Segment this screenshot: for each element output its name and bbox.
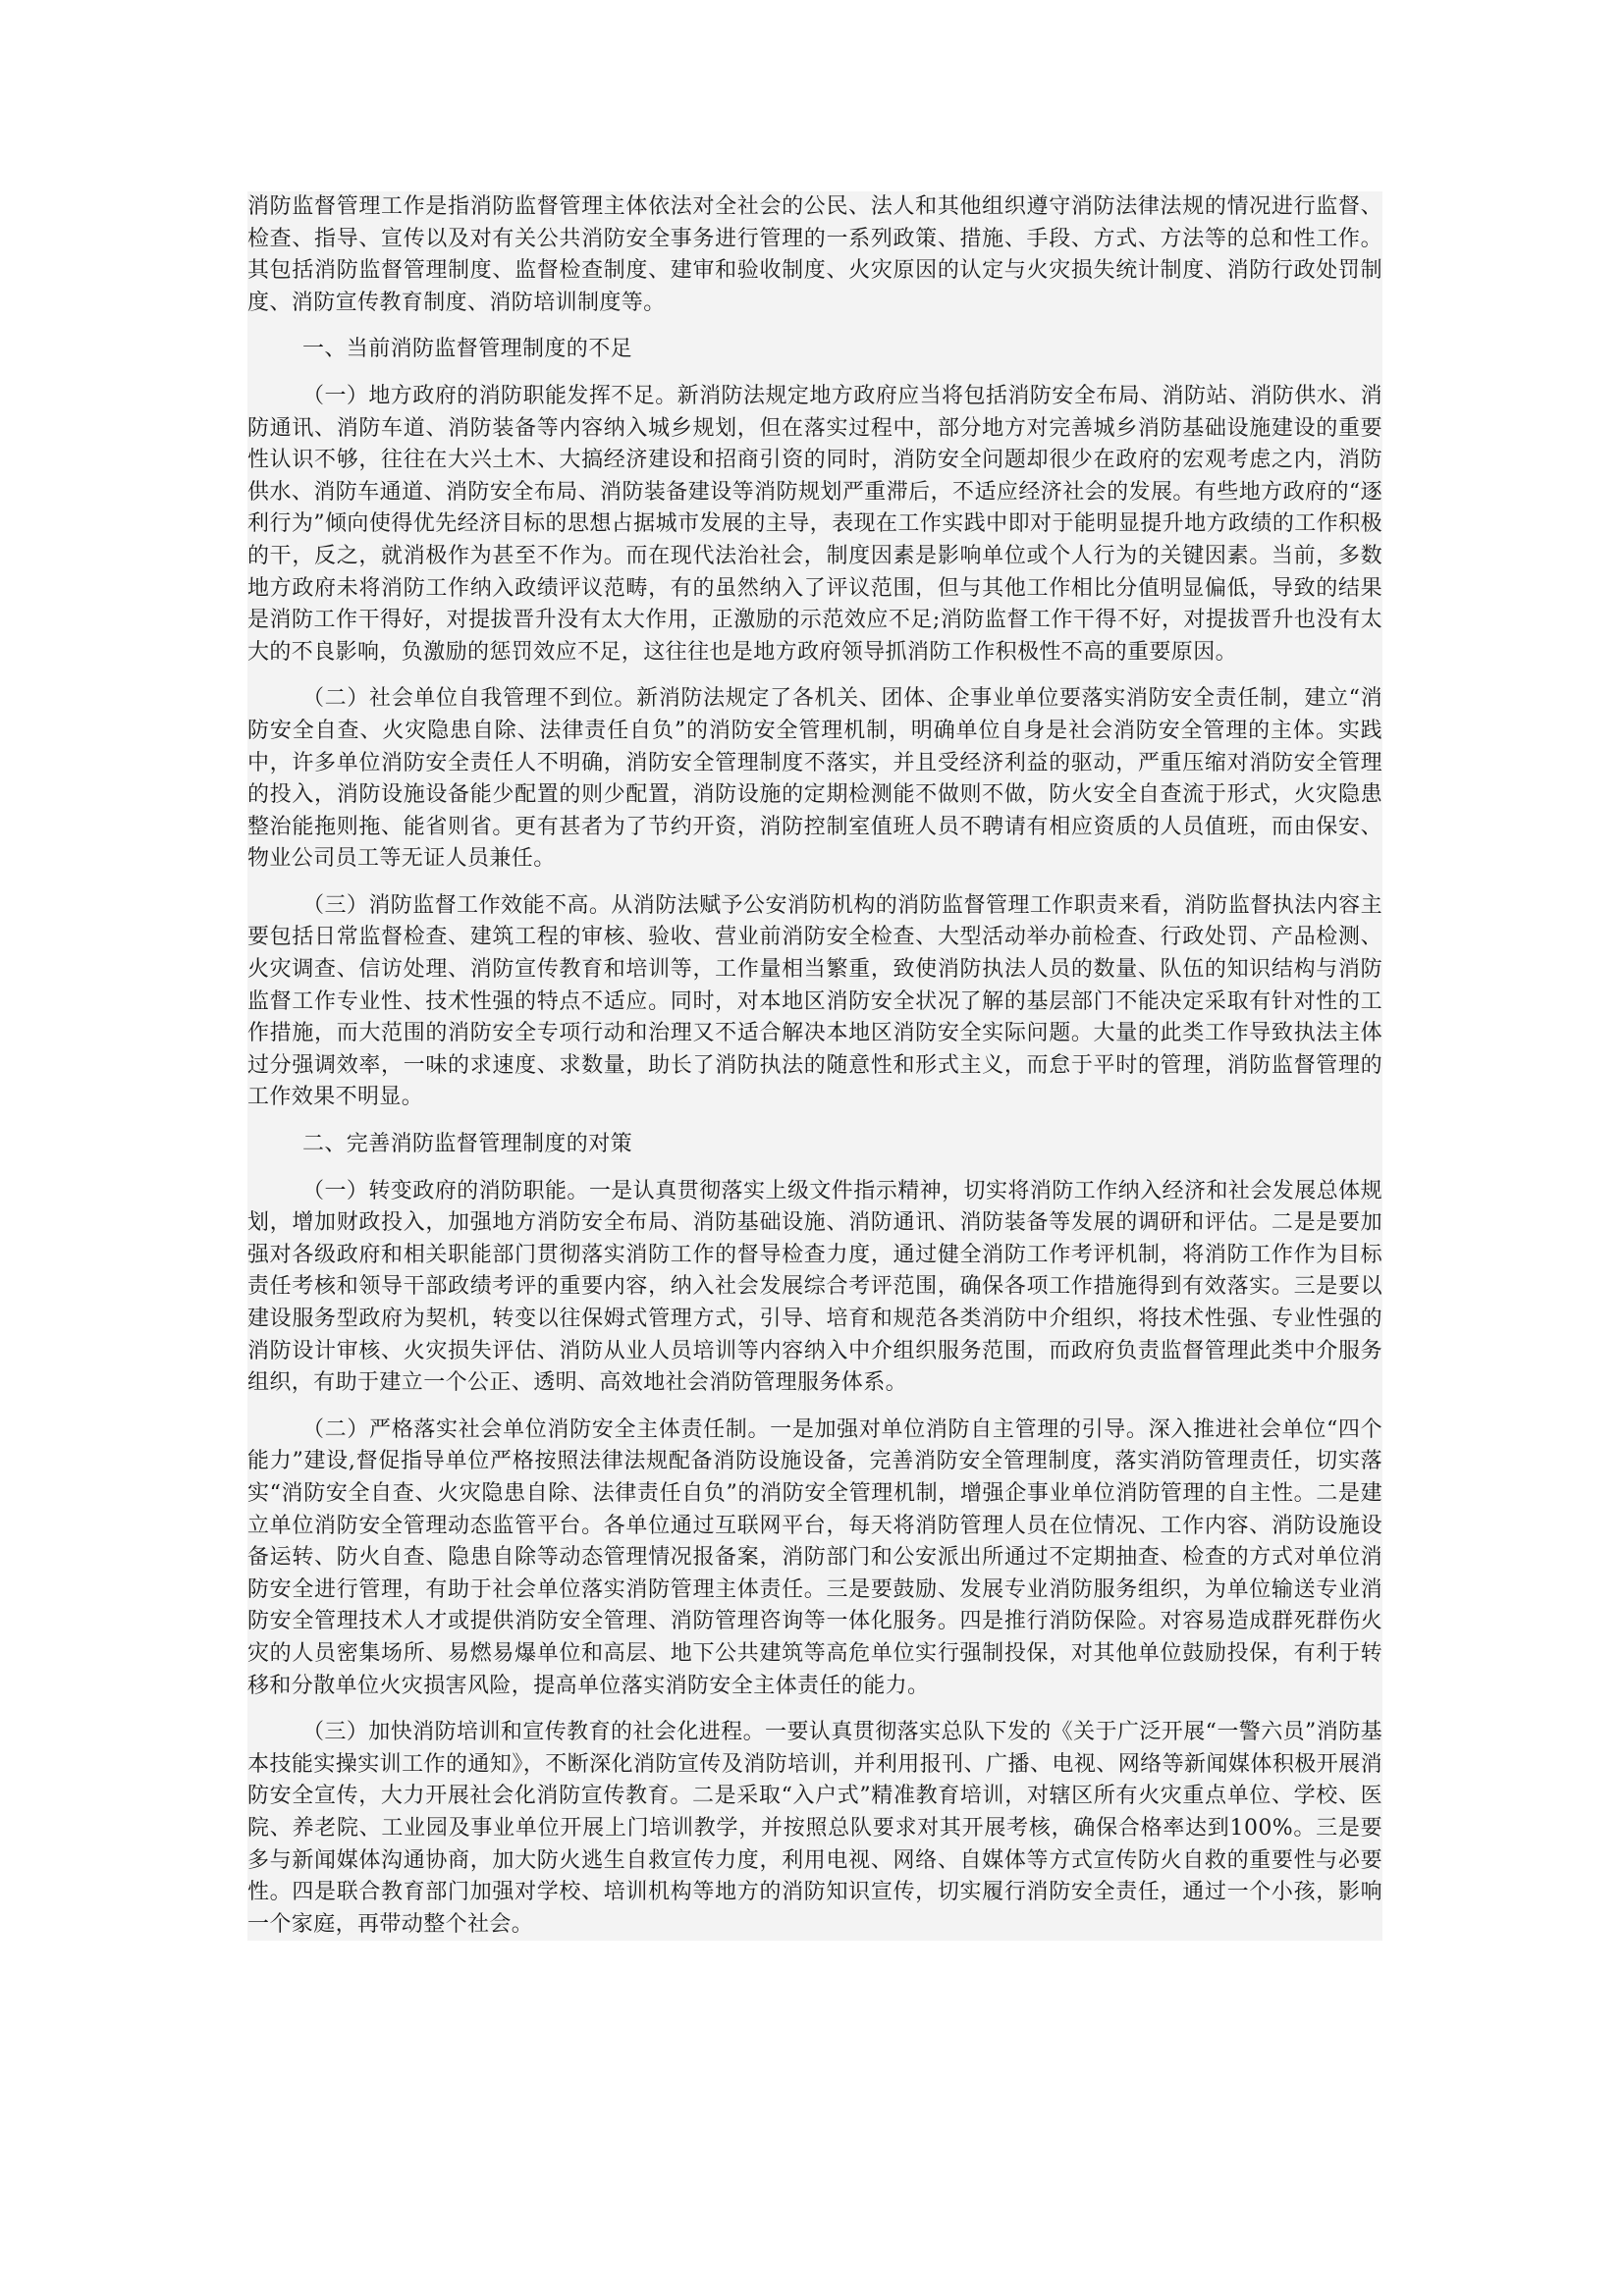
- paragraph-transform-government: （一）转变政府的消防职能。一是认真贯彻落实上级文件指示精神，切实将消防工作纳入经济和社会发展总体规划，增加财政投入，加强地方消防安全布局、消防基础设施、消防通讯、消防装备等发展的调研和评估。二是是要加强对各级政府和相关职能部门贯彻落实消防工作的督导检查力度，通过健全消防工作考评机制，将消防工作作为目标责任考核和领导干部政绩考评的重要内容，纳入社会发展综合考评范围，确保各项工作措施得到有效落实。三是要以建设服务型政府为契机，转变以往保姆式管理方式，引导、培育和规范各类消防中介组织，将技术性强、专业性强的消防设计审核、火灾损失评估、消防从业人员培训等内容纳入中介组织服务范围，而政府负责监督管理此类中介服务组织，有助于建立一个公正、透明、高效地社会消防管理服务体系。: [247, 1178, 1382, 1396]
- intro-paragraph: 消防监督管理工作是指消防监督管理主体依法对全社会的公民、法人和其他组织遵守消防法律法规的情况进行监督、检查、指导、宣传以及对有关公共消防安全事务进行管理的一系列政策、措施、手段、方式、方法等的总和性工作。其包括消防监督管理制度、监督检查制度、建审和验收制度、火灾原因的认定与火灾损失统计制度、消防行政处罚制度、消防宣传教育制度、消防培训制度等。: [247, 194, 1382, 315]
- paragraph-training-education: （三）加快消防培训和宣传教育的社会化进程。一要认真贯彻落实总队下发的《关于广泛开展“一警六员”消防基本技能实操实训工作的通知》，不断深化消防宣传及消防培训，并利用报刊、广播、电视、网络等新闻媒体积极开展消防安全宣传，大力开展社会化消防宣传教育。二是采取“入户式”精准教育培训，对辖区所有火灾重点单位、学校、医院、养老院、工业园及事业单位开展上门培训教学，并按照总队要求对其开展考核，确保合格率达到100%。三是要多与新闻媒体沟通协商，加大防火逃生自救宣传力度，利用电视、网络、自媒体等方式宣传防火自救的重要性与必要性。四是联合教育部门加强对学校、培训机构等地方的消防知识宣传，切实履行消防安全责任，通过一个小孩，影响一个家庭，再带动整个社会。: [247, 1720, 1382, 1937]
- paragraph-unit-responsibility: （二）严格落实社会单位消防安全主体责任制。一是加强对单位消防自主管理的引导。深入推进社会单位“四个能力”建设,督促指导单位严格按照法律法规配备消防设施设备，完善消防安全管理制度，落实消防管理责任，切实落实“消防安全自查、火灾隐患自除、法律责任自负”的消防安全管理机制，增强企事业单位消防管理的自主性。二是建立单位消防安全管理动态监管平台。各单位通过互联网平台，每天将消防管理人员在位情况、工作内容、消防设施设备运转、防火自查、隐患自除等动态管理情况报备案，消防部门和公安派出所通过不定期抽查、检查的方式对单位消防安全进行管理，有助于社会单位落实消防管理主体责任。三是要鼓励、发展专业消防服务组织，为单位输送专业消防安全管理技术人才或提供消防安全管理、消防管理咨询等一体化服务。四是推行消防保险。对容易造成群死群伤火灾的人员密集场所、易燃易爆单位和高层、地下公共建筑等高危单位实行强制投保，对其他单位鼓励投保，有利于转移和分散单位火灾损害风险，提高单位落实消防安全主体责任的能力。: [247, 1416, 1382, 1698]
- section-heading-shortcomings: 一、当前消防监督管理制度的不足: [302, 337, 633, 362]
- paragraph-supervision-efficiency: （三）消防监督工作效能不高。从消防法赋予公安消防机构的消防监督管理工作职责来看，消防监督执法内容主要包括日常监督检查、建筑工程的审核、验收、营业前消防安全检查、大型活动举办前检查、行政处罚、产品检测、火灾调查、信访处理、消防宣传教育和培训等，工作量相当繁重，致使消防执法人员的数量、队伍的知识结构与消防监督工作专业性、技术性强的特点不适应。同时，对本地区消防安全状况了解的基层部门不能决定采取有针对性的工作措施，而大范围的消防安全专项行动和治理又不适合解决本地区消防安全实际问题。大量的此类工作导致执法主体过分强调效率，一味的求速度、求数量，助长了消防执法的随意性和形式主义，而怠于平时的管理，消防监督管理的工作效果不明显。: [247, 892, 1382, 1110]
- section-heading-countermeasures: 二、完善消防监督管理制度的对策: [302, 1132, 633, 1157]
- document-body: [247, 191, 1382, 1941]
- paragraph-government-role: （一）地方政府的消防职能发挥不足。新消防法规定地方政府应当将包括消防安全布局、消防站、消防供水、消防通讯、消防车道、消防装备等内容纳入城乡规划，但在落实过程中，部分地方对完善城乡消防基础设施建设的重要性认识不够，往往在大兴土木、大搞经济建设和招商引资的同时，消防安全问题却很少在政府的宏观考虑之内，消防供水、消防车通道、消防安全布局、消防装备建设等消防规划严重滞后，不适应经济社会的发展。有些地方政府的“逐利行为”倾向使得优先经济目标的思想占据城市发展的主导，表现在工作实践中即对于能明显提升地方政绩的工作积极的干，反之，就消极作为甚至不作为。而在现代法治社会，制度因素是影响单位或个人行为的关键因素。当前，多数地方政府未将消防工作纳入政绩评议范畴，有的虽然纳入了评议范围，但与其他工作相比分值明显偏低，导致的结果是消防工作干得好，对提拔晋升没有太大作用，正激励的示范效应不足;消防监督工作干得不好，对提拔晋升也没有太大的不良影响，负激励的惩罚效应不足，这往往也是地方政府领导抓消防工作积极性不高的重要原因。: [247, 383, 1382, 665]
- paragraph-unit-self-management: （二）社会单位自我管理不到位。新消防法规定了各机关、团体、企事业单位要落实消防安全责任制，建立“消防安全自查、火灾隐患自除、法律责任自负”的消防安全管理机制，明确单位自身是社会消防安全管理的主体。实践中，许多单位消防安全责任人不明确，消防安全管理制度不落实，并且受经济利益的驱动，严重压缩对消防安全管理的投入，消防设施设备能少配置的则少配置，消防设施的定期检测能不做则不做，防火安全自查流于形式，火灾隐患整治能拖则拖、能省则省。更有甚者为了节约开资，消防控制室值班人员不聘请有相应资质的人员值班，而由保安、物业公司员工等无证人员兼任。: [247, 686, 1382, 872]
